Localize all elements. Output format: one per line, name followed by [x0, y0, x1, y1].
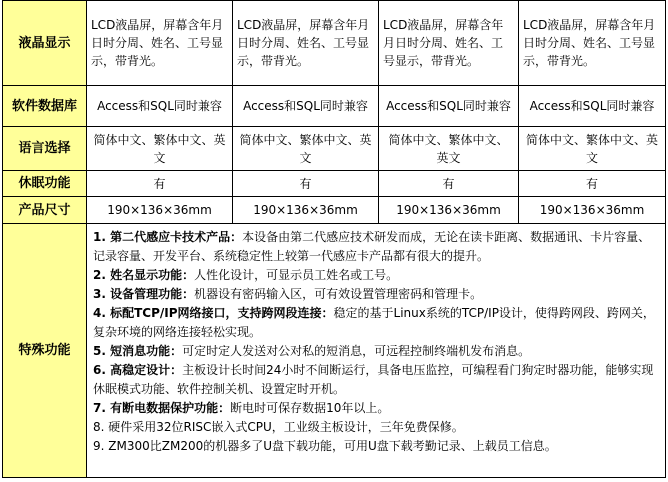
feature-text-2: 人性化设计，可显示员工姓名或工号。 [194, 268, 399, 282]
feature-title-1: 1. 第二代感应卡技术产品： [93, 230, 243, 244]
feature-item-2 [93, 266, 659, 285]
cell-sleep-1: 有 [87, 171, 233, 197]
cell-size-3: 190×136×36mm [379, 197, 519, 224]
feature-text-5: 可定时定人发送对公对私的短消息，可远程控制终端机发布消息。 [182, 344, 531, 358]
feature-item-6 [93, 361, 659, 399]
cell-lcd-3: LCD液晶屏，屏幕含年月日时分周、姓名、工号显示，带背光。 [379, 1, 519, 86]
feature-text-3: 机器设有密码输入区，可有效设置管理密码和管理卡。 [194, 287, 483, 301]
cell-database-2: Access和SQL同时兼容 [233, 86, 379, 127]
feature-title-2: 2. 姓名显示功能： [93, 268, 195, 282]
feature-item-8 [93, 418, 659, 437]
cell-sleep-4: 有 [519, 171, 666, 197]
feature-text-7: 断电时可保存数据10年以上。 [230, 401, 390, 415]
row-label-lcd: 液晶显示 [3, 1, 87, 86]
cell-language-4: 简体中文、繁体中文、英文 [519, 127, 666, 171]
cell-lcd-1: LCD液晶屏，屏幕含年月日时分周、姓名、工号显示，带背光。 [87, 1, 233, 86]
feature-text-4: 稳定的基于Linux系统的TCP/IP设计，使得跨网段、跨网关，复杂环境的网络连接轻松实现。 [93, 306, 655, 339]
feature-title-5: 5. 短消息功能： [93, 344, 183, 358]
cell-language-3: 简体中文、繁体中文、英文 [379, 127, 519, 171]
feature-title-7: 7. 有断电数据保护功能： [93, 401, 231, 415]
features-cell [87, 224, 666, 478]
row-label-features: 特殊功能 [3, 224, 87, 478]
feature-item-3 [93, 285, 659, 304]
feature-title-4: 4. 标配TCP/IP网络接口，支持跨网段连接： [93, 306, 334, 320]
row-label-sleep: 休眠功能 [3, 171, 87, 197]
spec-table [2, 0, 666, 478]
feature-text-8: 8. 硬件采用32位RISC嵌入式CPU，工业级主板设计，三年免费保修。 [93, 420, 464, 434]
cell-size-2: 190×136×36mm [233, 197, 379, 224]
row-features [3, 224, 666, 478]
cell-size-1: 190×136×36mm [87, 197, 233, 224]
cell-sleep-3: 有 [379, 171, 519, 197]
feature-item-1 [93, 228, 659, 266]
row-label-language: 语言选择 [3, 127, 87, 171]
row-lcd [3, 1, 666, 86]
feature-item-9 [93, 437, 659, 456]
cell-lcd-4: LCD液晶屏，屏幕含年月日时分周、姓名、工号显示，带背光。 [519, 1, 666, 86]
row-language [3, 127, 666, 171]
feature-title-6: 6. 高稳定设计： [93, 363, 183, 377]
feature-item-5 [93, 342, 659, 361]
row-database [3, 86, 666, 127]
feature-text-6: 主板设计长时间24小时不间断运行，具备电压监控，可编程看门狗定时器功能，能够实现休眠模式功能、软件控制关机、设置定时开机。 [93, 363, 654, 396]
feature-item-7 [93, 399, 659, 418]
cell-sleep-2: 有 [233, 171, 379, 197]
cell-size-4: 190×136×36mm [519, 197, 666, 224]
cell-language-2: 简体中文、繁体中文、英文 [233, 127, 379, 171]
cell-database-3: Access和SQL同时兼容 [379, 86, 519, 127]
cell-language-1: 简体中文、繁体中文、英文 [87, 127, 233, 171]
row-label-size: 产品尺寸 [3, 197, 87, 224]
cell-database-4: Access和SQL同时兼容 [519, 86, 666, 127]
feature-text-1: 本设备由第二代感应技术研发而成，无论在读卡距离、数据通讯、卡片容量、记录容量、开发平台、系统稳定性上较第一代感应卡产品都有很大的提升。 [93, 230, 651, 263]
cell-database-1: Access和SQL同时兼容 [87, 86, 233, 127]
row-label-database: 软件数据库 [3, 86, 87, 127]
feature-text-9: 9. ZM300比ZM200的机器多了U盘下载功能，可用U盘下载考勤记录、上载员工信息。 [93, 439, 557, 453]
cell-lcd-2: LCD液晶屏，屏幕含年月日时分周、姓名、工号显示，带背光。 [233, 1, 379, 86]
row-sleep [3, 171, 666, 197]
row-size [3, 197, 666, 224]
feature-item-4 [93, 304, 659, 342]
feature-title-3: 3. 设备管理功能： [93, 287, 195, 301]
